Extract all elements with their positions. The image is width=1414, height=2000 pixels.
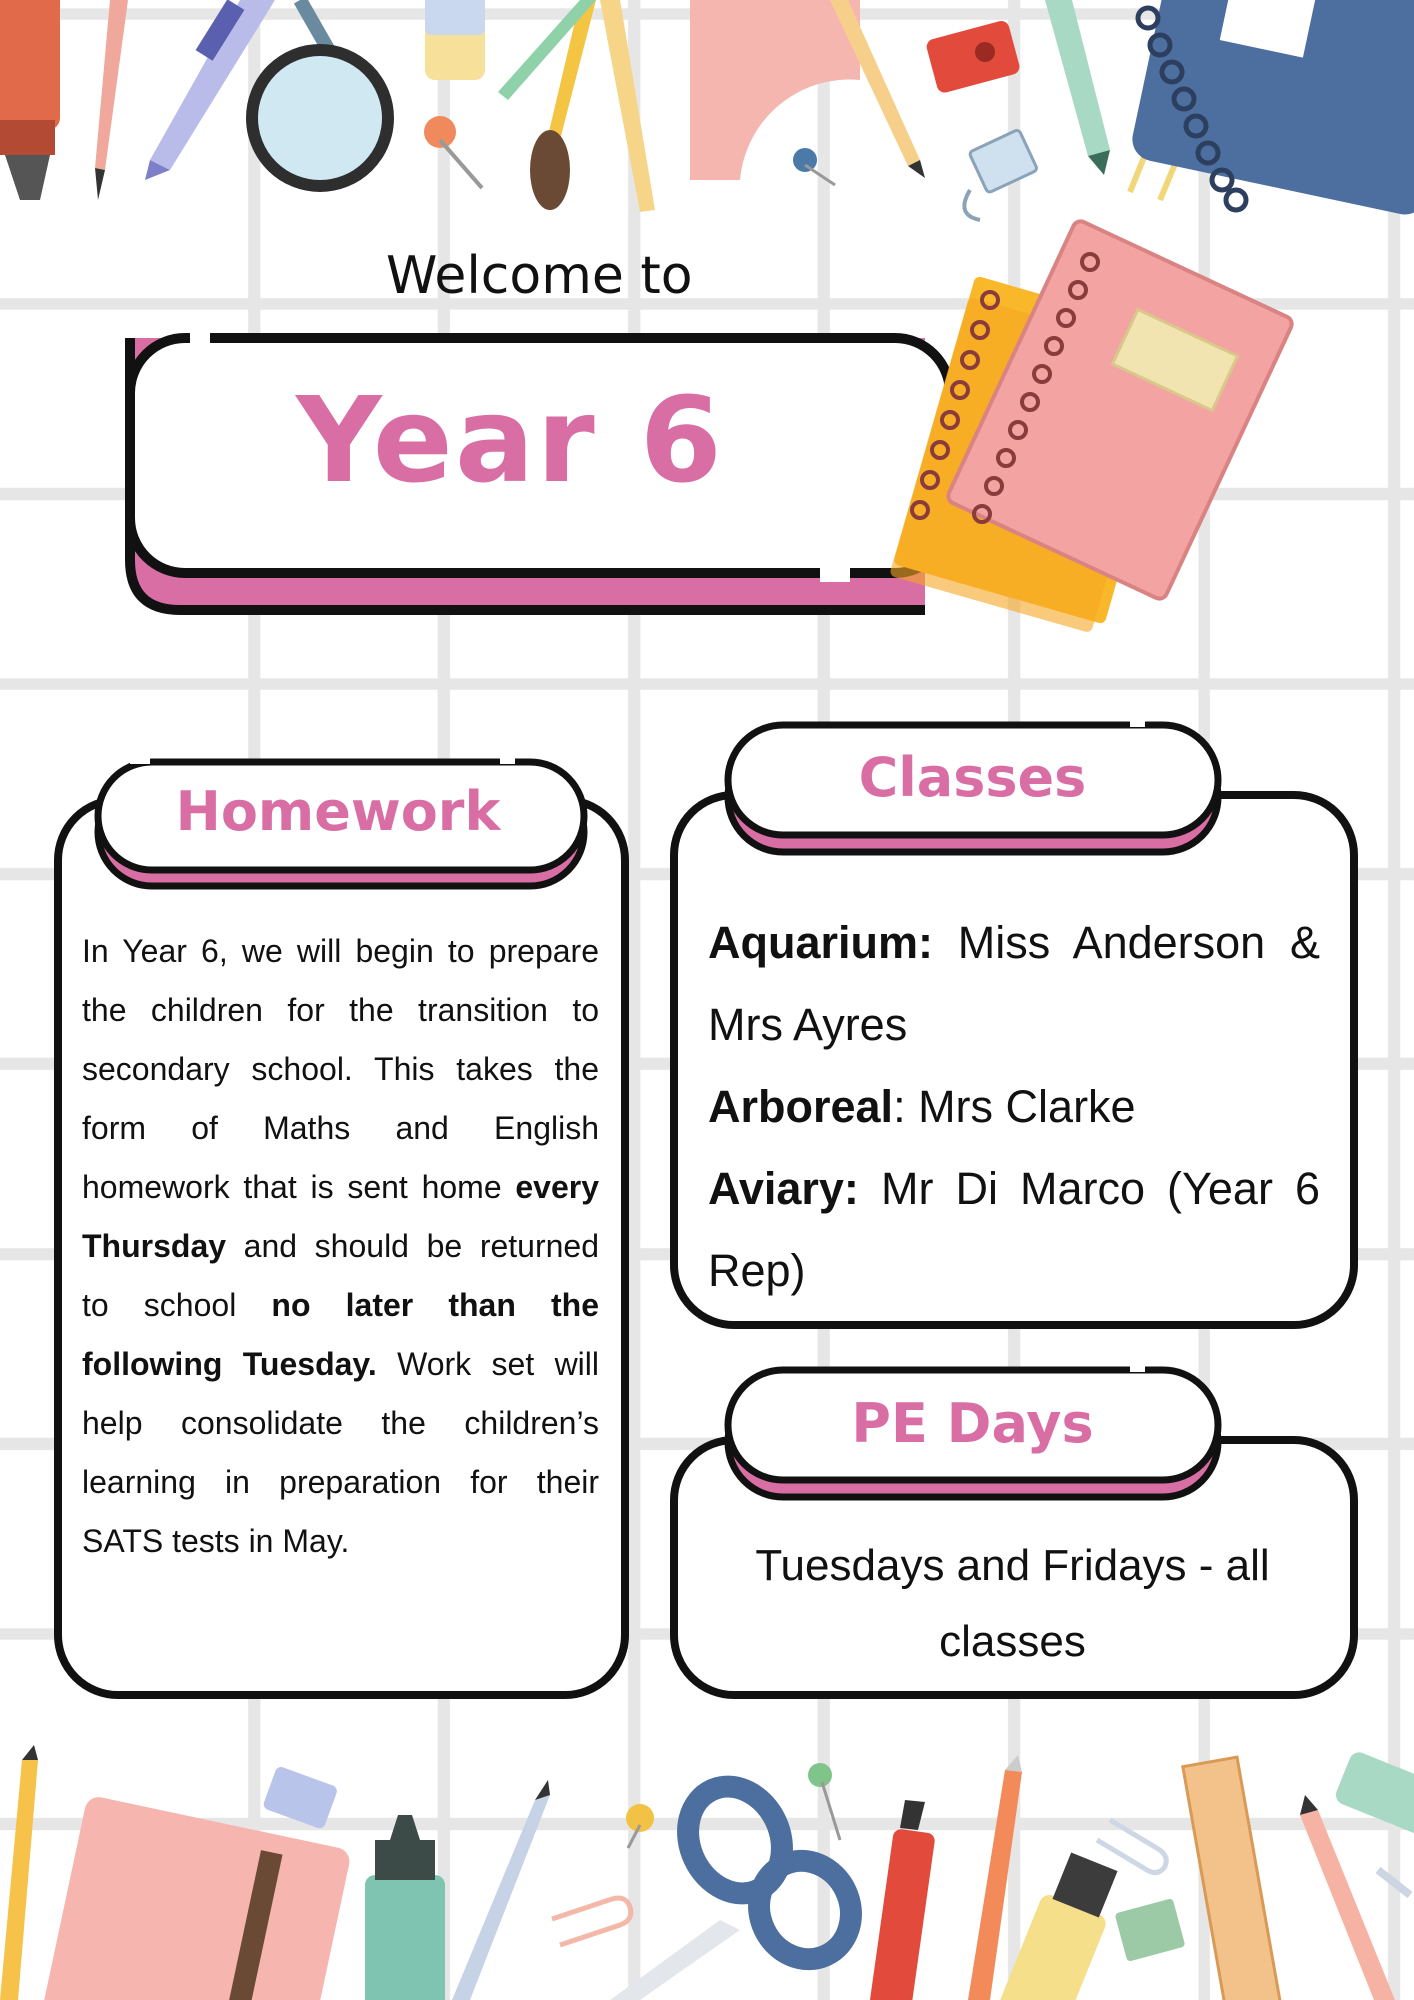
protractor-icon xyxy=(690,0,860,180)
pencil-icon xyxy=(1300,1795,1395,2000)
pen-icon xyxy=(968,1755,1022,2000)
pencil-icon xyxy=(830,0,925,178)
homework-deadline: no later than the following Tuesday. xyxy=(82,1287,600,1382)
class-item-arboreal: Arboreal: Mrs Clarke xyxy=(708,1081,1136,1132)
classes-list xyxy=(708,902,1320,1302)
sharpener-icon xyxy=(262,1765,338,1830)
class-item-aviary: Aviary: Mr Di Marco (Year 6 Rep) xyxy=(708,1163,1320,1296)
highlighter-icon xyxy=(365,1815,445,2000)
pen-icon xyxy=(1045,0,1110,175)
ruler-icon xyxy=(1183,1757,1282,2000)
magnifier-icon xyxy=(252,0,388,186)
pencil-icon xyxy=(452,1780,550,2000)
binder-clip-icon xyxy=(1115,1898,1186,1962)
eraser-icon xyxy=(425,0,485,80)
homework-day: every Thursday xyxy=(82,1169,599,1264)
pencil-icon xyxy=(95,0,128,200)
sharpener-icon xyxy=(925,19,1021,94)
notebooks-icon xyxy=(38,1795,352,2000)
welcome-heading: Welcome to xyxy=(386,246,693,306)
homework-text: In Year 6, we will begin to prepare the children for the transition to secondary school. This takes the form of Maths and English homework that is sent home every Thursday and should be returned to school no later than the following Tuesday. Work set will help consolidate the children’s learning in preparation for their SATS tests in May. xyxy=(82,933,600,1559)
pe-days-title: PE Days xyxy=(851,1392,1094,1455)
spiral-notebook-icon xyxy=(1128,0,1414,219)
marker-icon xyxy=(0,0,60,200)
pencil-icon xyxy=(0,1745,38,2000)
pe-days-text: Tuesdays and Fridays - all classes xyxy=(755,1541,1270,1666)
notebooks-icon xyxy=(889,219,1294,634)
class-item-aquarium: Aquarium: Miss Anderson & Mrs Ayres xyxy=(708,917,1320,1050)
classes-title: Classes xyxy=(858,746,1087,809)
homework-title: Homework xyxy=(175,780,501,843)
eraser-icon xyxy=(1333,1749,1414,1895)
binder-clip-icon xyxy=(964,129,1037,220)
marker-icon xyxy=(866,1800,935,2000)
highlighter-icon xyxy=(991,1852,1117,2000)
page-title: Year 6 xyxy=(296,371,724,509)
